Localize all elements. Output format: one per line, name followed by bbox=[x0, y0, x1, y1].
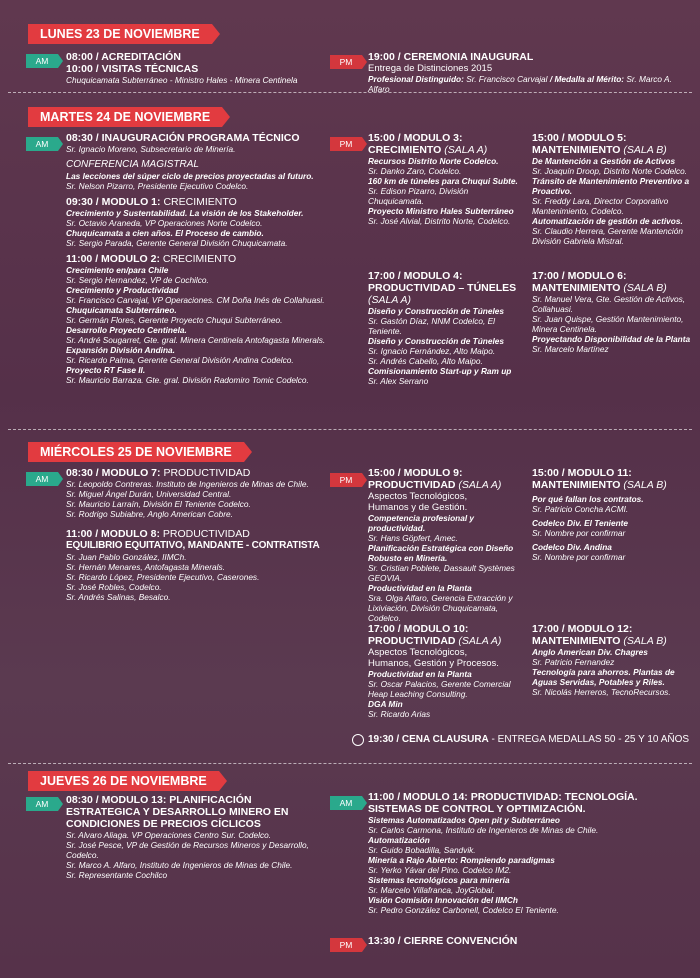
tue-f-talk: Automatización de gestión de activos. bbox=[532, 216, 683, 226]
tue-e-speaker: Sr. Edison Pizarro, División Chuquicamata. bbox=[368, 186, 469, 206]
tue-f-speaker: Sr. Joaquín Droop, Distrito Norte Codelco. bbox=[532, 166, 688, 176]
tue-d-speaker: Sr. Sergio Hernandez, VP de Cochilco. bbox=[66, 275, 209, 285]
tue-module-5 bbox=[532, 132, 692, 246]
tue-d-talk: Proyecto RT Fase II. bbox=[66, 365, 146, 375]
wed-d-speaker: Sr. Patricio Concha ACMI. bbox=[532, 504, 629, 514]
tue-d-talk: Desarrollo Proyecto Centinela. bbox=[66, 325, 187, 335]
award-name-2: Sr. Marco A. Alfaro bbox=[368, 74, 672, 94]
tue-d-speaker: Sr. André Sougarret, Gte. gral. Minera Centinela Antofagasta Minerals. bbox=[66, 335, 326, 345]
tue-h-talk: Proyectando Disponibilidad de la Planta bbox=[532, 334, 691, 344]
tue-f-talk: Tránsito de Mantenimiento Preventivo a Proactivo. bbox=[532, 176, 690, 196]
wed-e-speaker: Sr. Oscar Palacios, Gerente Comercial Heap Leaching Consulting. bbox=[368, 679, 511, 699]
day-header-wednesday: MIÉRCOLES 25 DE NOVIEMBRE bbox=[28, 442, 244, 462]
thu-a-speaker: Sr. Marco A. Alfaro, Instituto de Ingenieros de Minas de Chile. bbox=[66, 860, 293, 870]
day-separator bbox=[8, 92, 692, 93]
tue-g-title-1: 17:00 / MODULO 4: bbox=[368, 270, 463, 282]
tue-e-title-1: 15:00 / MODULO 3: bbox=[368, 132, 463, 144]
am-badge: AM bbox=[26, 797, 58, 811]
thu-a-title: 08:30 / MODULO 13: PLANIFICACIÓN bbox=[66, 794, 252, 806]
thu-c-title: 13:30 / CIERRE CONVENCIÓN bbox=[368, 935, 518, 947]
tue-e-talk: Proyecto Ministro Hales Subterráneo bbox=[368, 206, 514, 216]
thu-b-talk: Sistemas tecnológicos para minería bbox=[368, 875, 510, 885]
thu-module-14 bbox=[368, 791, 692, 915]
monday-pm-block bbox=[368, 51, 688, 94]
tue-g-room: (SALA A) bbox=[368, 294, 411, 306]
day-header-monday: LUNES 23 DE NOVIEMBRE bbox=[28, 24, 212, 44]
pm-badge: PM bbox=[330, 55, 362, 69]
tue-a-speaker: Sr. Ignacio Moreno, Subsecretario de Minería. bbox=[66, 144, 236, 154]
tue-h-speaker: Sr. Manuel Vera, Gte. Gestión de Activos, Collahuasi. bbox=[532, 294, 686, 314]
tue-e-title-2: CRECIMIENTO (SALA A) bbox=[368, 144, 488, 156]
wed-b-speaker: Sr. José Robles, Codelco. bbox=[66, 582, 162, 592]
tue-f-title-2: MANTENIMIENTO (SALA B) bbox=[532, 144, 667, 156]
tue-e-talk: 160 km de túneles para Chuqui Subte. bbox=[368, 176, 518, 186]
thu-a-title: ESTRATEGICA Y DESARROLLO MINERO EN bbox=[66, 806, 289, 818]
wed-c-talk: Planificación Estratégica con Diseño Robusto en Minería. bbox=[368, 543, 514, 563]
wed-f-speaker: Sr. Nicolás Herreros, TecnoRecursos. bbox=[532, 687, 671, 697]
wed-c-sub: Humanos y de Gestión. bbox=[368, 502, 468, 513]
tuesday-am-block bbox=[66, 132, 328, 385]
wed-c-title-1: 15:00 / MODULO 9: bbox=[368, 467, 463, 479]
wed-e-title-1: 17:00 / MODULO 10: bbox=[368, 623, 469, 635]
thu-b-title: 11:00 / MODULO 14: PRODUCTIVIDAD: TECNOLOGÍA. bbox=[368, 791, 638, 803]
thu-b-talk: Visión Comisión Innovación del IIMCh bbox=[368, 895, 518, 905]
thu-b-talk: Automatización bbox=[368, 835, 430, 845]
tue-e-speaker: Sr. José Alvial, Distrito Norte, Codelco. bbox=[368, 216, 511, 226]
pm-badge: PM bbox=[330, 938, 362, 952]
monday-pm-subtitle: Entrega de Distinciones 2015 bbox=[368, 63, 493, 74]
tue-d-speaker: Sr. Ricardo Palma, Gerente General División Andina Codelco. bbox=[66, 355, 294, 365]
wed-c-speaker: Sr. Cristian Poblete, Dassault Systèmes GEOVIA. bbox=[368, 563, 515, 583]
tue-g-talk: Diseño y Construcción de Túneles bbox=[368, 306, 505, 316]
tue-a-title: 08:30 / INAUGURACIÓN PROGRAMA TÉCNICO bbox=[66, 132, 300, 144]
tue-g-talk: Comisionamiento Start-up y Ram up bbox=[368, 366, 512, 376]
wed-f-talk: Tecnología para ahorros. Plantas de Aguas Servidas, Potables y Riles. bbox=[532, 667, 675, 687]
day-header-thursday: JUEVES 26 DE NOVIEMBRE bbox=[28, 771, 219, 791]
thu-b-speaker: Sr. Carlos Carmona, Instituto de Ingenieros de Minas de Chile. bbox=[368, 825, 599, 835]
tue-f-talk: De Mantención a Gestión de Activos bbox=[532, 156, 676, 166]
thu-am-block bbox=[66, 794, 328, 880]
thu-b-speaker: Sr. Pedro González Carbonell, Codelco El Teniente. bbox=[368, 905, 559, 915]
wed-f-title-1: 17:00 / MODULO 12: bbox=[532, 623, 633, 635]
wed-f-speaker: Sr. Patricio Fernandez bbox=[532, 657, 615, 667]
award-label-1: Profesional Distinguido: bbox=[368, 74, 464, 84]
wed-e-sub: Aspectos Tecnológicos, bbox=[368, 647, 468, 658]
wed-c-talk: Competencia profesional y productividad. bbox=[368, 513, 475, 533]
wed-d-speaker: Sr. Nombre por confirmar bbox=[532, 552, 626, 562]
wed-am-block bbox=[66, 467, 328, 602]
wed-module-9 bbox=[368, 467, 528, 623]
tue-b-heading: CONFERENCIA MAGISTRAL bbox=[66, 159, 199, 170]
tue-g-speaker: Sr. Ignacio Fernández, Alto Maipo. bbox=[368, 346, 496, 356]
award-name-1: Sr. Francisco Carvajal bbox=[466, 74, 548, 84]
monday-pm-title: 19:00 / CEREMONIA INAUGURAL bbox=[368, 51, 534, 63]
tue-g-talk: Diseño y Construcción de Túneles bbox=[368, 336, 505, 346]
am-badge: AM bbox=[26, 472, 58, 486]
thu-b-speaker: Sr. Yerko Yávar del Pino. Codelco IM2. bbox=[368, 865, 512, 875]
tue-g-title-2: PRODUCTIVIDAD – TÚNELES bbox=[368, 282, 517, 294]
thu-a-speaker: Sr. José Pesce, VP de Gestión de Recursos Mineros y Desarrollo, Codelco. bbox=[66, 840, 309, 860]
wed-e-talk: DGA Min bbox=[368, 699, 403, 709]
tue-h-title-2: MANTENIMIENTO (SALA B) bbox=[532, 282, 667, 294]
wed-b-subtitle: EQUILIBRIO EQUITATIVO, MANDANTE - CONTRATISTA bbox=[66, 540, 320, 551]
tue-c-talk-2: Chuquicamata a cien años. El Proceso de cambio. bbox=[66, 228, 264, 238]
circle-icon bbox=[352, 734, 364, 746]
tue-d-speaker: Sr. Francisco Carvajal, VP Operaciones. CM Doña Inés de Collahuasi. bbox=[66, 295, 325, 305]
tue-e-talk: Recursos Distrito Norte Codelco. bbox=[368, 156, 499, 166]
am-badge: AM bbox=[330, 796, 362, 810]
wed-c-talk: Productividad en la Planta bbox=[368, 583, 472, 593]
tue-d-talk: Crecimiento en/para Chile bbox=[66, 265, 169, 275]
tue-f-speaker: Sr. Freddy Lara, Director Corporativo Mantenimiento, Codelco. bbox=[532, 196, 669, 216]
wed-c-speaker: Sr. Hans Göpfert, Amec. bbox=[368, 533, 458, 543]
day-separator bbox=[8, 429, 692, 430]
thu-closing bbox=[368, 935, 668, 947]
tue-e-speaker: Sr. Danko Zaro, Codelco. bbox=[368, 166, 462, 176]
tue-b-speaker: Sr. Nelson Pizarro, Presidente Ejecutivo Codelco. bbox=[66, 181, 249, 191]
wed-d-title-1: 15:00 / MODULO 11: bbox=[532, 467, 632, 479]
pm-badge: PM bbox=[330, 137, 362, 151]
monday-am-title-1: 08:00 / ACREDITACIÓN bbox=[66, 51, 181, 63]
tue-g-speaker: Sr. Gastón Díaz, NNM Codelco, El Teniente. bbox=[368, 316, 495, 336]
wed-d-speaker: Sr. Nombre por confirmar bbox=[532, 528, 626, 538]
wed-a-title: 08:30 / MODULO 7: PRODUCTIVIDAD bbox=[66, 467, 251, 479]
tue-h-title-1: 17:00 / MODULO 6: bbox=[532, 270, 627, 282]
pm-badge: PM bbox=[330, 473, 362, 487]
tue-d-talk: Expansión División Andina. bbox=[66, 345, 175, 355]
am-badge: AM bbox=[26, 54, 58, 68]
monday-am-title-2: 10:00 / VISITAS TÉCNICAS bbox=[66, 63, 199, 75]
tue-g-speaker: Sr. Andrés Cabello, Alto Maipo. bbox=[368, 356, 483, 366]
tue-f-title-1: 15:00 / MODULO 5: bbox=[532, 132, 627, 144]
day-separator bbox=[8, 763, 692, 764]
wed-closing-dinner bbox=[368, 734, 692, 746]
tue-module-4 bbox=[368, 270, 526, 386]
wed-d-talk: Por qué fallan los contratos. bbox=[532, 494, 644, 504]
wed-d-talk: Codelco Div. Andina bbox=[532, 542, 612, 552]
tue-h-speaker: Sr. Marcelo Martínez bbox=[532, 344, 609, 354]
award-separator: / bbox=[547, 74, 555, 84]
thu-b-speaker: Sr. Marcelo Villafranca, JoyGlobal. bbox=[368, 885, 495, 895]
wed-c-title-2: PRODUCTIVIDAD (SALA A) bbox=[368, 479, 502, 491]
wed-g-detail: - ENTREGA MEDALLAS 50 - 25 Y 10 AÑOS bbox=[488, 734, 690, 745]
tue-d-title: 11:00 / MODULO 2: CRECIMIENTO bbox=[66, 253, 237, 265]
tue-d-talk: Crecimiento y Productividad bbox=[66, 285, 179, 295]
tue-c-speaker-2: Sr. Sergio Parada, Gerente General División Chuquicamata. bbox=[66, 238, 288, 248]
wed-b-speaker: Sr. Ricardo López, Presidente Ejecutivo, Caserones. bbox=[66, 572, 260, 582]
wed-a-speaker: Sr. Leopoldo Contreras. Instituto de Ingenieros de Minas de Chile. bbox=[66, 479, 309, 489]
wed-d-talk: Codelco Div. El Teniente bbox=[532, 518, 629, 528]
tue-g-speaker: Sr. Alex Serrano bbox=[368, 376, 429, 386]
wed-c-sub: Aspectos Tecnológicos, bbox=[368, 491, 468, 502]
wed-b-title: 11:00 / MODULO 8: PRODUCTIVIDAD bbox=[66, 528, 250, 540]
thu-b-talk: Minería a Rajo Abierto: Rompiendo paradigmas bbox=[368, 855, 555, 865]
wed-f-title-2: MANTENIMIENTO (SALA B) bbox=[532, 635, 667, 647]
monday-am-detail: Chuquicamata Subterráneo - Ministro Hales - Minera Centinela bbox=[66, 75, 298, 85]
tue-d-speaker: Sr. Mauricio Barraza. Gte. gral. División Radomiro Tomic Codelco. bbox=[66, 375, 309, 385]
day-header-tuesday: MARTES 24 DE NOVIEMBRE bbox=[28, 107, 222, 127]
tue-c-talk-1: Crecimiento y Sustentabilidad. La visión de los Stakeholder. bbox=[66, 208, 304, 218]
thu-b-speaker: Sr. Guido Bobadilla, Sandvik. bbox=[368, 845, 476, 855]
wed-f-talk: Anglo American Div. Chagres bbox=[532, 647, 648, 657]
wed-e-speaker: Sr. Ricardo Arias bbox=[368, 709, 431, 719]
tue-f-speaker: Sr. Claudio Herrera, Gerente Mantención División Gabriela Mistral. bbox=[532, 226, 683, 246]
tue-c-speaker-1: Sr. Octavio Araneda, VP Operaciones Norte Codelco. bbox=[66, 218, 263, 228]
wed-a-speaker: Sr. Mauricio Larraín, División El Teniente Codelco. bbox=[66, 499, 251, 509]
thu-a-title: CONDICIONES DE PRECIOS CÍCLICOS bbox=[66, 818, 261, 830]
wed-e-sub: Humanos, Gestión y Procesos. bbox=[368, 658, 499, 669]
tue-d-speaker: Sr. Germán Flores, Gerente Proyecto Chuqui Subterráneo. bbox=[66, 315, 283, 325]
wed-a-speaker: Sr. Miguel Ángel Durán, Universidad Central. bbox=[66, 489, 232, 499]
am-badge: AM bbox=[26, 137, 58, 151]
thu-a-speaker: Sr. Representante Cochilco bbox=[66, 870, 168, 880]
wed-e-title-2: PRODUCTIVIDAD (SALA A) bbox=[368, 635, 502, 647]
tue-module-6 bbox=[532, 270, 692, 354]
wed-c-speaker: Sra. Olga Alfaro, Gerencia Extracción y Lixiviación, División Chuquicamata, Codelco. bbox=[368, 593, 513, 623]
wed-g-title: 19:30 / CENA CLAUSURA bbox=[368, 734, 489, 745]
wed-module-11 bbox=[532, 467, 692, 562]
tue-c-title: 09:30 / MODULO 1: CRECIMIENTO bbox=[66, 196, 237, 208]
award-label-2: Medalla al Mérito: bbox=[554, 74, 625, 84]
tue-module-3 bbox=[368, 132, 526, 226]
wed-b-speaker: Sr. Andrés Salinas, Besalco. bbox=[66, 592, 171, 602]
monday-pm-awards bbox=[368, 74, 688, 94]
monday-am-block bbox=[66, 51, 326, 85]
wed-d-title-2: MANTENIMIENTO (SALA B) bbox=[532, 479, 667, 491]
tue-b-talk: Las lecciones del súper ciclo de precios proyectadas al futuro. bbox=[66, 171, 314, 181]
thu-b-talk: Sistemas Automatizados Open pit y Subterráneo bbox=[368, 815, 560, 825]
wed-b-speaker: Sr. Hernán Menares, Antofagasta Minerals. bbox=[66, 562, 225, 572]
tue-d-talk: Chuquicamata Subterráneo. bbox=[66, 305, 177, 315]
wed-e-talk: Productividad en la Planta bbox=[368, 669, 472, 679]
tue-h-speaker: Sr. Juan Quispe, Gestión Mantenimiento, Minera Centinela. bbox=[532, 314, 684, 334]
thu-a-speaker: Sr. Alvaro Aliaga. VP Operaciones Centro Sur. Codelco. bbox=[66, 830, 272, 840]
wed-b-speaker: Sr. Juan Pablo González, IIMCh. bbox=[66, 552, 187, 562]
wed-module-10 bbox=[368, 623, 528, 719]
wed-a-speaker: Sr. Rodrigo Subiabre, Anglo American Cobre. bbox=[66, 509, 233, 519]
wed-module-12 bbox=[532, 623, 692, 697]
thu-b-title: SISTEMAS DE CONTROL Y OPTIMIZACIÓN. bbox=[368, 803, 586, 815]
